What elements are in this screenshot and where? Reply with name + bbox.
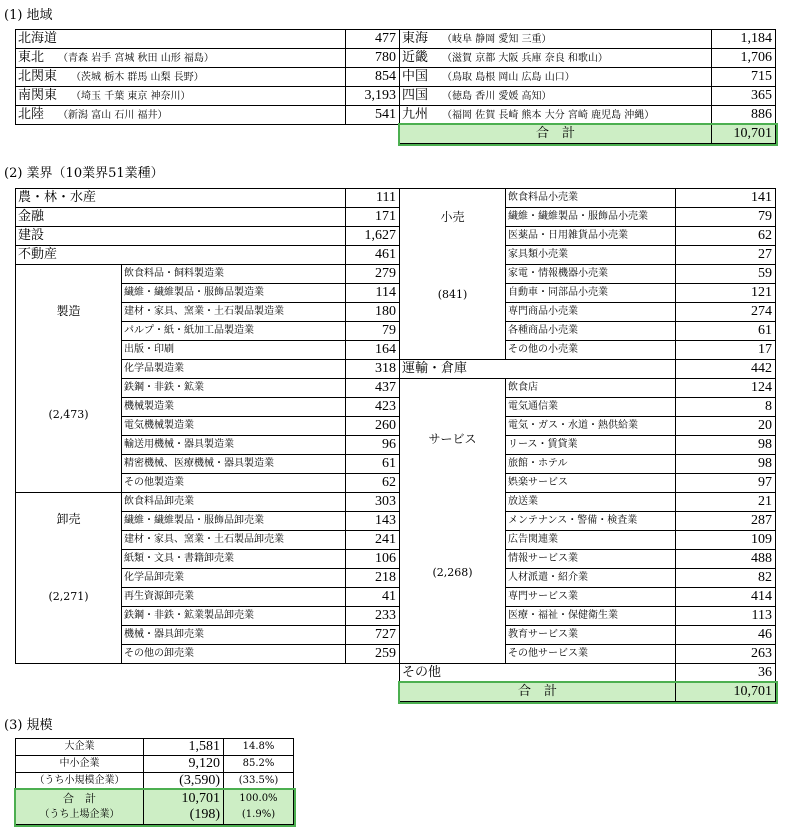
region-total-row (400, 125, 776, 144)
category-name: サービス (428, 432, 477, 446)
region-row (16, 68, 400, 87)
region-count: 3,193 (346, 87, 400, 106)
industry-count: 461 (346, 246, 400, 265)
region-count: 1,184 (712, 30, 776, 49)
subindustry-name: 人材派遣・紹介業 (506, 569, 676, 588)
industry-row (16, 227, 400, 246)
industry-heading: (2) 業界（10業界51業種） (4, 166, 164, 181)
subindustry-name: 紙類・文具・書籍卸売業 (122, 550, 346, 569)
industry-name: 運輸・倉庫 (400, 360, 676, 379)
scale-listed-label: （うち上場企業） (39, 809, 120, 820)
subindustry-count: 727 (346, 626, 400, 645)
region-name: 四国 (402, 87, 429, 103)
subindustry-name: 飲食料品卸売業 (122, 493, 346, 512)
subindustry-count: 97 (676, 474, 776, 493)
region-row (16, 49, 400, 68)
subindustry-count: 124 (676, 379, 776, 398)
region-prefectures: （福岡 佐賀 長崎 熊本 大分 宮崎 鹿児島 沖縄） (442, 109, 655, 121)
subindustry-name: リース・賃貸業 (506, 436, 676, 455)
subindustry-name: 電気機械製造業 (122, 417, 346, 436)
region-prefectures: （茨城 栃木 群馬 山梨 長野） (71, 71, 204, 83)
scale-total-value-cell (144, 790, 224, 825)
industry-row (400, 664, 776, 683)
subindustry-count: 61 (676, 322, 776, 341)
region-row (400, 30, 776, 49)
subindustry-name: 化学品卸売業 (122, 569, 346, 588)
region-name: 南関東 (18, 87, 58, 103)
industry-row (16, 246, 400, 265)
scale-row (16, 739, 294, 756)
category-total: (841) (437, 288, 468, 301)
industry-count: 1,627 (346, 227, 400, 246)
subindustry-row (16, 493, 400, 512)
region-name-cell (16, 68, 346, 87)
scale-table (15, 738, 294, 825)
subindustry-count: 79 (676, 208, 776, 227)
subindustry-count: 121 (676, 284, 776, 303)
industry-count: 36 (676, 664, 776, 683)
subindustry-name: パルプ・紙・紙加工品製造業 (122, 322, 346, 341)
subindustry-name: 機械・器具卸売業 (122, 626, 346, 645)
category-name: 卸売 (56, 512, 81, 526)
subindustry-name: 娯楽サービス (506, 474, 676, 493)
subindustry-count: 260 (346, 417, 400, 436)
region-name-cell (400, 68, 712, 87)
scale-listed-value: (198) (189, 807, 220, 822)
subindustry-count: 218 (346, 569, 400, 588)
retail-category-cell (400, 189, 506, 360)
scale-count: (3,590) (144, 773, 224, 790)
subindustry-name: 自動車・同部品小売業 (506, 284, 676, 303)
industry-left-table (15, 188, 400, 664)
industry-row (16, 208, 400, 227)
region-count: 1,706 (712, 49, 776, 68)
subindustry-count: 98 (676, 455, 776, 474)
region-count: 715 (712, 68, 776, 87)
subindustry-count: 27 (676, 246, 776, 265)
subindustry-count: 20 (676, 417, 776, 436)
subindustry-count: 17 (676, 341, 776, 360)
manufacturing-category-cell (16, 265, 122, 493)
subindustry-name: 情報サービス業 (506, 550, 676, 569)
region-name: 北関東 (18, 68, 58, 84)
region-total-value: 10,701 (712, 125, 776, 144)
industry-name: 農・林・水産 (16, 189, 346, 208)
category-name: 小売 (440, 210, 465, 224)
wholesale-category-cell (16, 493, 122, 664)
region-name: 北海道 (18, 31, 58, 46)
industry-name: 建設 (16, 227, 346, 246)
subindustry-count: 62 (676, 227, 776, 246)
region-name-cell (400, 87, 712, 106)
scale-total-label-cell (16, 790, 144, 825)
subindustry-count: 287 (676, 512, 776, 531)
subindustry-count: 318 (346, 360, 400, 379)
region-prefectures: （鳥取 島根 岡山 広島 山口） (442, 71, 575, 83)
subindustry-count: 233 (346, 607, 400, 626)
industry-right-table (399, 188, 776, 702)
subindustry-name: 再生資源卸売業 (122, 588, 346, 607)
region-total-label: 合 計 (400, 125, 712, 144)
subindustry-count: 98 (676, 436, 776, 455)
scale-count: 1,581 (144, 739, 224, 756)
subindustry-count: 8 (676, 398, 776, 417)
subindustry-name: その他の卸売業 (122, 645, 346, 664)
region-count: 477 (346, 30, 400, 49)
subindustry-name: 家具類小売業 (506, 246, 676, 265)
subindustry-name: 放送業 (506, 493, 676, 512)
region-row (16, 106, 400, 125)
region-row (400, 106, 776, 125)
region-name-cell (16, 106, 346, 125)
scale-row (16, 773, 294, 790)
subindustry-count: 279 (346, 265, 400, 284)
industry-row (400, 360, 776, 379)
region-row (400, 87, 776, 106)
region-left-table (15, 29, 400, 125)
scale-percent: 14.8% (224, 739, 294, 756)
region-name-cell (400, 49, 712, 68)
region-heading: (1) 地域 (4, 8, 53, 23)
region-count: 541 (346, 106, 400, 125)
subindustry-count: 180 (346, 303, 400, 322)
subindustry-name: 家電・情報機器小売業 (506, 265, 676, 284)
region-prefectures: （滋賀 京都 大阪 兵庫 奈良 和歌山） (442, 52, 608, 64)
subindustry-name: 専門サービス業 (506, 588, 676, 607)
subindustry-name: 電気通信業 (506, 398, 676, 417)
region-name-cell (16, 87, 346, 106)
region-prefectures: （岐阜 静岡 愛知 三重） (442, 33, 552, 45)
region-prefectures: （青森 岩手 宮城 秋田 山形 福島） (58, 52, 214, 64)
category-total: (2,268) (432, 566, 473, 579)
subindustry-count: 274 (676, 303, 776, 322)
subindustry-name: 広告関連業 (506, 531, 676, 550)
industry-count: 442 (676, 360, 776, 379)
scale-total-value: 10,701 (181, 791, 220, 806)
scale-percent: (33.5%) (224, 773, 294, 790)
region-count: 854 (346, 68, 400, 87)
region-row (400, 49, 776, 68)
subindustry-count: 437 (346, 379, 400, 398)
subindustry-name: 各種商品小売業 (506, 322, 676, 341)
subindustry-count: 41 (346, 588, 400, 607)
region-name: 近畿 (402, 49, 429, 65)
industry-count: 171 (346, 208, 400, 227)
industry-total-label: 合 計 (400, 683, 676, 702)
subindustry-name: 輸送用機械・器具製造業 (122, 436, 346, 455)
industry-total-value: 10,701 (676, 683, 776, 702)
industry-name: 不動産 (16, 246, 346, 265)
scale-total-row (16, 790, 294, 825)
region-name-cell (400, 106, 712, 125)
subindustry-name: メンテナンス・警備・検査業 (506, 512, 676, 531)
subindustry-count: 114 (346, 284, 400, 303)
subindustry-count: 79 (346, 322, 400, 341)
industry-name: その他 (400, 664, 676, 683)
region-prefectures: （新潟 富山 石川 福井） (58, 109, 168, 121)
subindustry-count: 113 (676, 607, 776, 626)
subindustry-name: 繊維・繊維製品・服飾品卸売業 (122, 512, 346, 531)
subindustry-name: 電気・ガス・水道・熱供給業 (506, 417, 676, 436)
scale-percent: 85.2% (224, 756, 294, 773)
subindustry-count: 59 (676, 265, 776, 284)
region-prefectures: （埼玉 千葉 東京 神奈川） (71, 90, 191, 102)
subindustry-count: 46 (676, 626, 776, 645)
subindustry-name: 化学品製造業 (122, 360, 346, 379)
subindustry-name: 鉄鋼・非鉄・鉱業 (122, 379, 346, 398)
scale-name: 大企業 (16, 739, 144, 756)
category-name: 製造 (56, 304, 81, 318)
subindustry-count: 263 (676, 645, 776, 664)
region-name-cell (400, 30, 712, 49)
scale-total-percent: 100.0% (239, 793, 278, 804)
subindustry-count: 303 (346, 493, 400, 512)
subindustry-name: 旅館・ホテル (506, 455, 676, 474)
region-row (16, 30, 400, 49)
scale-total-pct-cell (224, 790, 294, 825)
subindustry-name: その他製造業 (122, 474, 346, 493)
region-name: 東北 (18, 49, 45, 65)
category-total: (2,271) (48, 590, 89, 603)
region-name-cell (16, 30, 346, 49)
subindustry-count: 241 (346, 531, 400, 550)
subindustry-name: 飲食店 (506, 379, 676, 398)
subindustry-name: 専門商品小売業 (506, 303, 676, 322)
subindustry-name: 医療・福祉・保健衛生業 (506, 607, 676, 626)
subindustry-name: 建材・家具、窯業・土石製品卸売業 (122, 531, 346, 550)
region-right-table (399, 29, 776, 144)
industry-row (16, 189, 400, 208)
scale-row (16, 756, 294, 773)
subindustry-row (16, 265, 400, 284)
subindustry-row (400, 379, 776, 398)
subindustry-count: 62 (346, 474, 400, 493)
region-name: 中国 (402, 68, 429, 84)
scale-count: 9,120 (144, 756, 224, 773)
region-name: 北陸 (18, 106, 45, 122)
region-name-cell (16, 49, 346, 68)
subindustry-name: その他の小売業 (506, 341, 676, 360)
subindustry-name: 飲食料品・飼料製造業 (122, 265, 346, 284)
subindustry-name: 教育サービス業 (506, 626, 676, 645)
subindustry-name: 建材・家具、窯業・土石製品製造業 (122, 303, 346, 322)
subindustry-count: 259 (346, 645, 400, 664)
subindustry-name: 出版・印刷 (122, 341, 346, 360)
subindustry-row (400, 189, 776, 208)
subindustry-count: 164 (346, 341, 400, 360)
subindustry-name: 精密機械、医療機械・器具製造業 (122, 455, 346, 474)
scale-name: 中小企業 (16, 756, 144, 773)
subindustry-count: 106 (346, 550, 400, 569)
region-count: 365 (712, 87, 776, 106)
subindustry-count: 423 (346, 398, 400, 417)
subindustry-count: 141 (676, 189, 776, 208)
scale-total-label: 合 計 (63, 792, 96, 805)
subindustry-count: 488 (676, 550, 776, 569)
region-name: 東海 (402, 30, 429, 46)
subindustry-name: その他サービス業 (506, 645, 676, 664)
region-row (16, 87, 400, 106)
region-count: 780 (346, 49, 400, 68)
industry-count: 111 (346, 189, 400, 208)
subindustry-count: 21 (676, 493, 776, 512)
industry-total-row (400, 683, 776, 702)
scale-heading: (3) 規模 (4, 718, 53, 733)
subindustry-count: 414 (676, 588, 776, 607)
subindustry-count: 96 (346, 436, 400, 455)
region-prefectures: （徳島 香川 愛媛 高知） (442, 90, 552, 102)
scale-listed-percent: (1.9%) (241, 809, 276, 820)
subindustry-name: 機械製造業 (122, 398, 346, 417)
region-name: 九州 (402, 106, 429, 122)
region-row (400, 68, 776, 87)
subindustry-count: 109 (676, 531, 776, 550)
subindustry-count: 61 (346, 455, 400, 474)
subindustry-name: 飲食料品小売業 (506, 189, 676, 208)
subindustry-name: 繊維・繊維製品・服飾品製造業 (122, 284, 346, 303)
subindustry-name: 医薬品・日用雑貨品小売業 (506, 227, 676, 246)
scale-name: （うち小規模企業） (16, 773, 144, 790)
subindustry-count: 82 (676, 569, 776, 588)
region-count: 886 (712, 106, 776, 125)
category-total: (2,473) (48, 408, 89, 421)
service-category-cell (400, 379, 506, 664)
subindustry-count: 143 (346, 512, 400, 531)
subindustry-name: 繊維・繊維製品・服飾品小売業 (506, 208, 676, 227)
industry-name: 金融 (16, 208, 346, 227)
subindustry-name: 鉄鋼・非鉄・鉱業製品卸売業 (122, 607, 346, 626)
